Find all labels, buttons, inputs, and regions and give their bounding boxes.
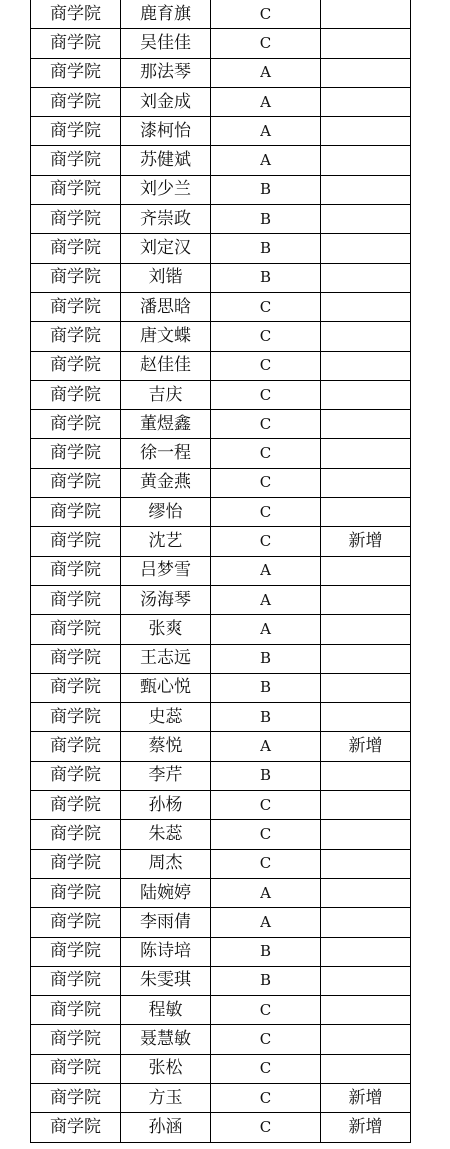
note-cell: [321, 439, 411, 468]
note-cell: [321, 615, 411, 644]
college-cell: 商学院: [31, 439, 121, 468]
name-cell: 鹿育旗: [121, 0, 211, 29]
college-cell: 商学院: [31, 263, 121, 292]
student-grade-table: [30, 0, 411, 1143]
name-cell: 李雨倩: [121, 908, 211, 937]
college-cell: 商学院: [31, 585, 121, 614]
grade-cell: C: [211, 820, 321, 849]
table-row: [31, 703, 411, 732]
table-row: [31, 234, 411, 263]
note-cell: [321, 263, 411, 292]
note-cell: 新增: [321, 1113, 411, 1142]
note-cell: [321, 58, 411, 87]
table-body: [31, 0, 411, 1142]
note-cell: [321, 996, 411, 1025]
grade-cell: C: [211, 791, 321, 820]
college-cell: 商学院: [31, 58, 121, 87]
grade-cell: C: [211, 849, 321, 878]
name-cell: 孙涵: [121, 1113, 211, 1142]
grade-cell: C: [211, 292, 321, 321]
name-cell: 朱蕊: [121, 820, 211, 849]
college-cell: 商学院: [31, 1083, 121, 1112]
name-cell: 缪怡: [121, 498, 211, 527]
name-cell: 漆柯怡: [121, 117, 211, 146]
grade-cell: B: [211, 234, 321, 263]
grade-cell: B: [211, 673, 321, 702]
name-cell: 徐一程: [121, 439, 211, 468]
grade-cell: C: [211, 498, 321, 527]
table-row: [31, 585, 411, 614]
note-cell: [321, 849, 411, 878]
college-cell: 商学院: [31, 791, 121, 820]
table-row: [31, 468, 411, 497]
note-cell: [321, 761, 411, 790]
table-row: [31, 0, 411, 29]
college-cell: 商学院: [31, 87, 121, 116]
note-cell: [321, 351, 411, 380]
college-cell: 商学院: [31, 1113, 121, 1142]
grade-cell: B: [211, 205, 321, 234]
note-cell: [321, 380, 411, 409]
name-cell: 刘定汉: [121, 234, 211, 263]
note-cell: [321, 1054, 411, 1083]
grade-cell: A: [211, 556, 321, 585]
name-cell: 那法琴: [121, 58, 211, 87]
note-cell: [321, 644, 411, 673]
college-cell: 商学院: [31, 322, 121, 351]
note-cell: [321, 468, 411, 497]
table-row: [31, 644, 411, 673]
name-cell: 董煜鑫: [121, 410, 211, 439]
table-row: [31, 146, 411, 175]
college-cell: 商学院: [31, 380, 121, 409]
name-cell: 李芹: [121, 761, 211, 790]
name-cell: 聂慧敏: [121, 1025, 211, 1054]
grade-cell: A: [211, 732, 321, 761]
college-cell: 商学院: [31, 117, 121, 146]
college-cell: 商学院: [31, 29, 121, 58]
note-cell: [321, 234, 411, 263]
college-cell: 商学院: [31, 175, 121, 204]
college-cell: 商学院: [31, 878, 121, 907]
grade-cell: B: [211, 644, 321, 673]
table-row: [31, 1113, 411, 1142]
table-row: [31, 761, 411, 790]
college-cell: 商学院: [31, 205, 121, 234]
name-cell: 刘少兰: [121, 175, 211, 204]
note-cell: [321, 878, 411, 907]
note-cell: 新增: [321, 1083, 411, 1112]
grade-cell: B: [211, 761, 321, 790]
note-cell: [321, 175, 411, 204]
grade-cell: C: [211, 468, 321, 497]
name-cell: 唐文蝶: [121, 322, 211, 351]
note-cell: [321, 205, 411, 234]
table-row: [31, 498, 411, 527]
note-cell: [321, 585, 411, 614]
college-cell: 商学院: [31, 234, 121, 263]
college-cell: 商学院: [31, 996, 121, 1025]
grade-cell: C: [211, 1113, 321, 1142]
name-cell: 孙杨: [121, 791, 211, 820]
name-cell: 吉庆: [121, 380, 211, 409]
grade-cell: A: [211, 87, 321, 116]
name-cell: 沈艺: [121, 527, 211, 556]
table-row: [31, 1083, 411, 1112]
grade-cell: C: [211, 0, 321, 29]
college-cell: 商学院: [31, 0, 121, 29]
table-row: [31, 908, 411, 937]
grade-cell: C: [211, 1054, 321, 1083]
grade-cell: B: [211, 175, 321, 204]
name-cell: 甄心悦: [121, 673, 211, 702]
name-cell: 史蕊: [121, 703, 211, 732]
grade-cell: A: [211, 146, 321, 175]
table-row: [31, 527, 411, 556]
name-cell: 汤海琴: [121, 585, 211, 614]
name-cell: 刘锴: [121, 263, 211, 292]
grade-cell: C: [211, 996, 321, 1025]
name-cell: 潘思晗: [121, 292, 211, 321]
note-cell: [321, 556, 411, 585]
college-cell: 商学院: [31, 703, 121, 732]
name-cell: 王志远: [121, 644, 211, 673]
note-cell: 新增: [321, 732, 411, 761]
name-cell: 程敏: [121, 996, 211, 1025]
college-cell: 商学院: [31, 1025, 121, 1054]
name-cell: 苏健斌: [121, 146, 211, 175]
note-cell: [321, 117, 411, 146]
note-cell: [321, 0, 411, 29]
college-cell: 商学院: [31, 966, 121, 995]
grade-cell: C: [211, 1083, 321, 1112]
grade-cell: C: [211, 410, 321, 439]
table-row: [31, 820, 411, 849]
table-row: [31, 849, 411, 878]
college-cell: 商学院: [31, 937, 121, 966]
note-cell: [321, 673, 411, 702]
grade-cell: B: [211, 703, 321, 732]
name-cell: 吴佳佳: [121, 29, 211, 58]
college-cell: 商学院: [31, 498, 121, 527]
table-row: [31, 29, 411, 58]
note-cell: [321, 791, 411, 820]
table-row: [31, 556, 411, 585]
note-cell: [321, 29, 411, 58]
college-cell: 商学院: [31, 673, 121, 702]
college-cell: 商学院: [31, 732, 121, 761]
table-row: [31, 1054, 411, 1083]
note-cell: [321, 703, 411, 732]
note-cell: [321, 966, 411, 995]
college-cell: 商学院: [31, 351, 121, 380]
table-row: [31, 878, 411, 907]
college-cell: 商学院: [31, 644, 121, 673]
name-cell: 张爽: [121, 615, 211, 644]
table-row: [31, 351, 411, 380]
grade-cell: C: [211, 380, 321, 409]
name-cell: 蔡悦: [121, 732, 211, 761]
name-cell: 方玉: [121, 1083, 211, 1112]
college-cell: 商学院: [31, 820, 121, 849]
grade-cell: C: [211, 439, 321, 468]
college-cell: 商学院: [31, 615, 121, 644]
college-cell: 商学院: [31, 146, 121, 175]
name-cell: 黄金燕: [121, 468, 211, 497]
note-cell: [321, 410, 411, 439]
name-cell: 陆婉婷: [121, 878, 211, 907]
college-cell: 商学院: [31, 468, 121, 497]
name-cell: 张松: [121, 1054, 211, 1083]
name-cell: 朱雯琪: [121, 966, 211, 995]
note-cell: [321, 1025, 411, 1054]
grade-cell: A: [211, 58, 321, 87]
note-cell: [321, 87, 411, 116]
name-cell: 周杰: [121, 849, 211, 878]
table-row: [31, 439, 411, 468]
grade-cell: A: [211, 615, 321, 644]
grade-cell: A: [211, 908, 321, 937]
table-row: [31, 322, 411, 351]
grade-cell: C: [211, 351, 321, 380]
note-cell: [321, 292, 411, 321]
college-cell: 商学院: [31, 761, 121, 790]
grade-cell: A: [211, 117, 321, 146]
grade-cell: A: [211, 878, 321, 907]
name-cell: 刘金成: [121, 87, 211, 116]
table-row: [31, 1025, 411, 1054]
table-row: [31, 87, 411, 116]
grade-cell: C: [211, 1025, 321, 1054]
table-row: [31, 673, 411, 702]
table-row: [31, 58, 411, 87]
college-cell: 商学院: [31, 1054, 121, 1083]
grade-cell: C: [211, 29, 321, 58]
table-row: [31, 175, 411, 204]
grade-cell: A: [211, 585, 321, 614]
name-cell: 陈诗培: [121, 937, 211, 966]
table-row: [31, 292, 411, 321]
note-cell: [321, 908, 411, 937]
table-row: [31, 117, 411, 146]
name-cell: 赵佳佳: [121, 351, 211, 380]
college-cell: 商学院: [31, 292, 121, 321]
table-row: [31, 380, 411, 409]
note-cell: [321, 498, 411, 527]
name-cell: 齐崇政: [121, 205, 211, 234]
table-row: [31, 615, 411, 644]
table-row: [31, 966, 411, 995]
college-cell: 商学院: [31, 527, 121, 556]
note-cell: [321, 820, 411, 849]
college-cell: 商学院: [31, 908, 121, 937]
name-cell: 吕梦雪: [121, 556, 211, 585]
table-row: [31, 791, 411, 820]
grade-cell: B: [211, 263, 321, 292]
table-row: [31, 937, 411, 966]
table-row: [31, 410, 411, 439]
note-cell: 新增: [321, 527, 411, 556]
grade-cell: C: [211, 527, 321, 556]
table-row: [31, 732, 411, 761]
grade-cell: C: [211, 322, 321, 351]
table-row: [31, 205, 411, 234]
college-cell: 商学院: [31, 556, 121, 585]
note-cell: [321, 322, 411, 351]
grade-cell: B: [211, 966, 321, 995]
grade-cell: B: [211, 937, 321, 966]
table-row: [31, 996, 411, 1025]
note-cell: [321, 146, 411, 175]
note-cell: [321, 937, 411, 966]
table-row: [31, 263, 411, 292]
college-cell: 商学院: [31, 849, 121, 878]
college-cell: 商学院: [31, 410, 121, 439]
